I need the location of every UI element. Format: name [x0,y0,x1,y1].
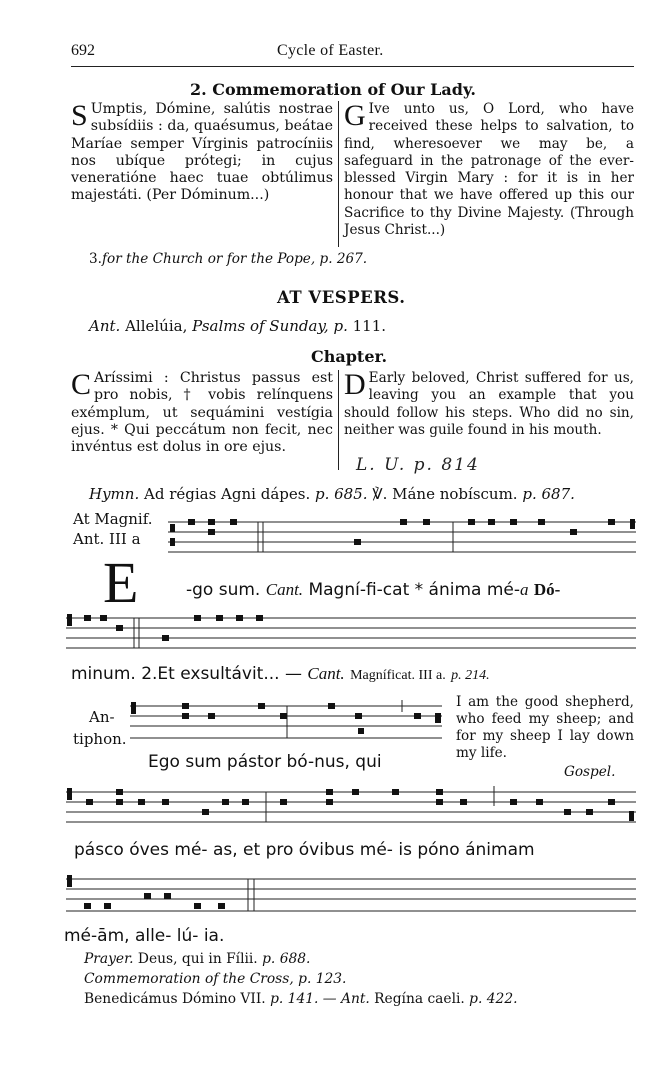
running-title: Cycle of Easter. [277,42,384,59]
chant-initial: E [103,550,139,615]
column-divider [338,370,339,470]
chapter-heading: Chapter. [311,347,388,366]
column-divider [338,101,339,247]
chant-staff-2 [66,612,636,652]
drop-cap: S [71,99,88,132]
footer-ref-benedicamus: Benedicámus Dómino VII. p. 141. — Ant. Regína caeli. p. 422. [84,991,518,1007]
footer-refs [84,949,518,1009]
commemoration-latin: S Umptis, Dómine, salútis nostrae subsídiis : da, quaésumus, beátae Maríae semper Vírginis patrocíniis nos ubíque prótegi; in cujus veneratióne haec tuae obtúlimus majestáti. (Per Dóminum...) [71,99,333,204]
commemoration-english: G Ive unto us, O Lord, who have received these helps to salvation, to find, wheresoever we may be, a safeguard in the patronage of the ever-blessed Virgin Mary : for it is in her honour that we have offered up this our Sacrifice to thy Divine Majesty. (Through Jesus Christ...) [344,99,634,239]
chant-staff-1 [168,516,636,556]
chant-lyric-1: -go sum. Cant. Magní-fi-cat * ánima mé-a Dó- [186,580,561,600]
drop-cap: D [344,368,366,401]
chant-lyric-2: minum. 2.Et exsultávit... — Cant. Magníficat. III a. p. 214. [71,664,490,684]
commemoration-heading: 2. Commemoration of Our Lady. [190,80,476,99]
vespers-heading: AT VESPERS. [277,288,406,307]
header-rule [71,66,634,67]
antiphon-label: An- tiphon. [73,708,127,748]
hymn-line: Hymn. Ad régias Agni dápes. p. 685. ℣. Máne nobíscum. p. 687. [89,485,575,503]
chapter-english: D Early beloved, Christ suffered for us, leaving you an example that you should follow his steps. Who did no sin, neither was guile found in his mouth. [344,368,634,438]
chant-lyric-3: Ego sum pástor bó-nus, qui [148,752,382,772]
chant-lyric-4: pásco óves mé- as, et pro óvibus mé- is póno ánimam [74,840,535,860]
drop-cap: C [71,368,92,401]
chapter-latin: C Aríssimi : Christus passus est pro nobis, † vobis relínquens exémplum, ut sequámini vestígia ejus. * Qui peccátum non fecit, nec invéntus est dolus in ore ejus. [71,368,333,456]
antiphon-translation: I am the good shepherd, who feed my sheep; and for my sheep I lay down my life. [456,694,634,761]
item-3: 3.for the Church or for the Pope, p. 267. [89,251,368,267]
handwritten-note: L. U. p. 814 [356,455,480,475]
footer-ref-prayer: Prayer. Deus, qui in Fílii. p. 688. [84,951,311,967]
chant-lyric-5: mé-ām, alle- lú- ia. [64,926,225,946]
vespers-antiphon-ref: Ant. Allelúia, Psalms of Sunday, p. 111. [89,317,387,335]
footer-ref-commemoration: Commemoration of the Cross, p. 123. [84,971,347,987]
chant-staff-4 [66,786,636,834]
magnificat-label: At Magnif. Ant. III a [73,510,153,548]
chant-staff-3 [130,700,442,748]
drop-cap: G [344,99,366,132]
antiphon-source: Gospel. [564,764,616,780]
page-number: 692 [71,42,95,59]
chant-staff-5 [66,873,636,921]
